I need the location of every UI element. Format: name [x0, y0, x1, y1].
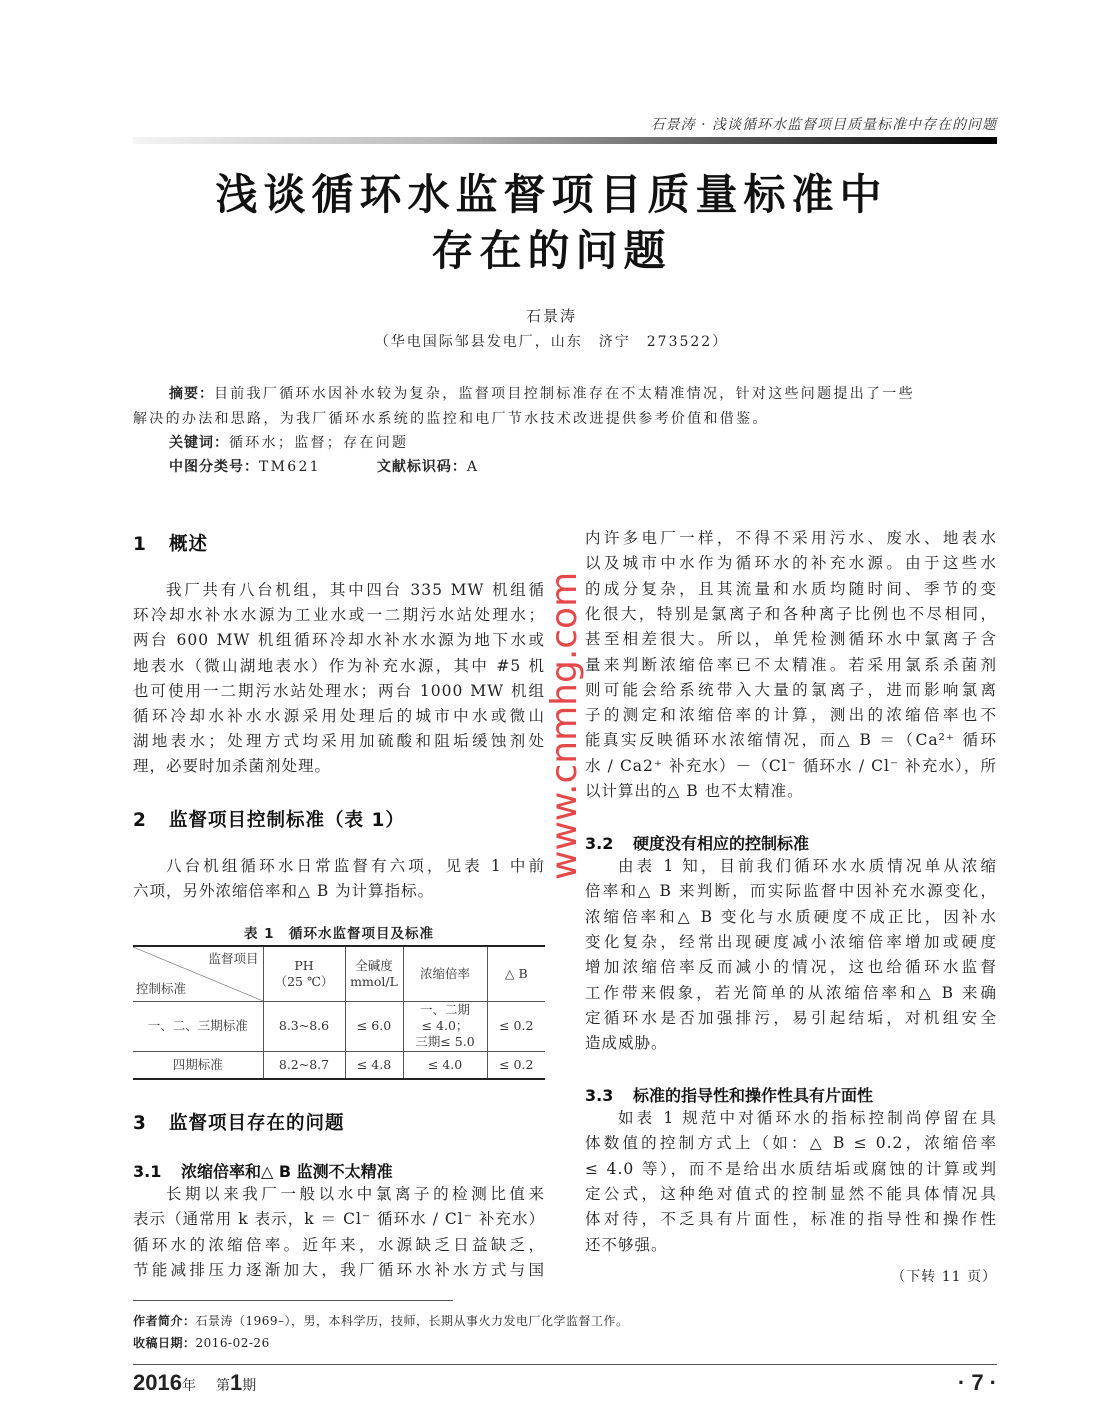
abstract-line-2: 解决的办法和思路，为我厂循环水系统的监控和电厂节水技术改进提供参考价值和借鉴。: [133, 411, 769, 427]
text-line: 化很大，特别是氯离子和各种离子比例也不尽相同，: [585, 604, 997, 623]
header-ph: PH （25 ℃）: [263, 946, 345, 1001]
doc-code-value: A: [466, 459, 480, 475]
section-3-heading: 3 监督项目存在的问题: [133, 1113, 345, 1134]
header-bar: [133, 137, 997, 144]
page-number: · 7 ·: [957, 1370, 997, 1395]
text-line: 工作带来假象，若光简单的从浓缩倍率和△ B 来确: [585, 983, 997, 1002]
section-1-heading: 1 概述: [133, 534, 209, 555]
affiliation: （华电国际邹县发电厂，山东 济宁 273522）: [374, 334, 729, 350]
keywords-text: 循环水；监督；存在问题: [229, 435, 409, 451]
running-header: 石景涛 · 浅谈循环水监督项目质量标准中存在的问题: [650, 117, 997, 133]
classification: [133, 456, 997, 478]
text-line: ≤ 4.0 等），而不是给出水质结垢或腐蚀的计算或判: [585, 1159, 997, 1178]
section-2-heading: 2 监督项目控制标准（表 1）: [133, 810, 405, 831]
text-line: 理，必要时加杀菌剂处理。: [133, 757, 332, 776]
keywords-label: 关键词：: [169, 435, 229, 451]
text-line: 如表 1 规范中对循环水的指标控制尚停留在具: [618, 1109, 997, 1127]
text-line: 体数值的控制方式上（如：△ B ≤ 0.2，浓缩倍率: [585, 1134, 997, 1153]
text-line: 子的测定和浓缩倍率的计算，测出的浓缩倍率也不: [585, 706, 997, 725]
table-row: [133, 1001, 545, 1051]
table-corner-cell: 监督项目 控制标准: [133, 946, 263, 1001]
text-line: 变化复杂，经常出现硬度减小浓缩倍率增加或硬度: [585, 932, 997, 951]
text-line: 水 / Ca2⁺ 补充水）－（Cl⁻ 循环水 / Cl⁻ 补充水），所: [585, 756, 997, 775]
table-caption: 表 1 循环水监督项目及标准: [243, 926, 435, 942]
text-line: 两台 600 MW 机组循环冷却水补水水源为地下水或: [133, 631, 545, 650]
text-line: 八台机组循环水日常监督有六项，见表 1 中前: [166, 857, 545, 875]
cell-ph: 8.2~8.7: [263, 1051, 345, 1079]
keywords: [133, 432, 997, 454]
text-line: 内许多电厂一样，不得不采用污水、废水、地表水: [585, 529, 997, 547]
table-header-row: [133, 946, 545, 1001]
text-line: 体对待，不乏具有片面性，标准的指导性和操作性: [585, 1210, 997, 1229]
text-line: 以及城市中水作为循环水的补充水源。由于这些水: [585, 554, 997, 573]
abstract-text: 目前我厂循环水因补水较为复杂，监督项目控制标准存在不太精准情况，针对这些问题提出了一些: [214, 386, 915, 402]
text-line: 由表 1 知，目前我们循环水水质情况单从浓缩: [618, 857, 997, 875]
text-line: 能真实反映循环水浓缩情况，而△ B ＝（Ca²⁺ 循环: [585, 731, 997, 750]
author-bio: 作者简介：石景涛（1969–），男，本科学历，技师，长期从事火力发电厂化学监督工作。: [133, 1314, 629, 1328]
text-line: 浓缩倍率和△ B 变化与水质硬度不成正比，因补水: [585, 907, 997, 926]
abstract-line-1: [133, 383, 997, 405]
text-line: 造成威胁。: [585, 1034, 668, 1053]
cell-delta-b: ≤ 0.2: [487, 1001, 545, 1051]
text-line: 以计算出的△ B 也不太精准。: [585, 782, 804, 800]
text-line: 我厂共有八台机组，其中四台 335 MW 机组循: [166, 581, 545, 599]
header-concentration: 浓缩倍率: [403, 946, 487, 1001]
clc-label: 中图分类号：: [169, 459, 259, 475]
footer-divider: [133, 1364, 997, 1365]
cell-alkalinity: ≤ 6.0: [345, 1001, 403, 1051]
article-title-line-2: 存在的问题: [431, 226, 672, 275]
cell-ph: 8.3~8.6: [263, 1001, 345, 1051]
text-line: 增加浓缩倍率反而减小的情况，这也给循环水监督: [585, 958, 997, 977]
text-line: 也可使用一二期污水站处理水；两台 1000 MW 机组: [133, 681, 545, 700]
footnote-divider: [133, 1300, 453, 1301]
cell-alkalinity: ≤ 4.8: [345, 1051, 403, 1079]
text-line: 表示（通常用 k 表示，k ＝ Cl⁻ 循环水 / Cl⁻ 补充水）: [133, 1210, 545, 1229]
text-line: 六项，另外浓缩倍率和△ B 为计算指标。: [133, 882, 435, 901]
clc-value: TM621: [259, 459, 321, 475]
text-line: 定公式，这种绝对值式的控制显然不能具体情况具: [585, 1184, 997, 1203]
cell-concentration: 一、二期 ≤ 4.0； 三期≤ 5.0: [403, 1001, 487, 1051]
section-3-3-heading: 3.3 标准的指导性和操作性具有片面性: [585, 1086, 874, 1105]
abstract-label: 摘要：: [169, 386, 214, 402]
cell-concentration: ≤ 4.0: [403, 1051, 487, 1079]
text-line: 倍率和△ B 来判断，而实际监督中因补充水源变化，: [585, 882, 997, 901]
row-label: 四期标准: [133, 1051, 263, 1079]
text-line: 循环冷却水补水水源采用处理后的城市中水或微山: [133, 707, 545, 725]
text-line: 量来判断浓缩倍率已不太精准。若采用氯系杀菌剂: [585, 655, 997, 674]
received-date: 收稿日期：2016-02-26: [133, 1336, 270, 1350]
text-line: 还不够强。: [585, 1235, 668, 1254]
section-3-2-heading: 3.2 硬度没有相应的控制标准: [585, 834, 810, 853]
text-line: 地表水（微山湖地表水）作为补充水源，其中 #5 机: [133, 656, 545, 675]
text-line: 湖地表水；处理方式均采用加硫酸和阻垢缓蚀剂处: [133, 732, 545, 751]
header-delta-b: △ B: [487, 946, 545, 1001]
row-label: 一、二、三期标准: [133, 1001, 263, 1051]
standards-table: [133, 945, 545, 1080]
section-3-1-heading: 3.1 浓缩倍率和△ B 监测不太精准: [133, 1162, 393, 1181]
issue-info: 2016年 第1期: [133, 1370, 257, 1395]
text-line: 则可能会给系统带入大量的氯离子，进而影响氯离: [585, 680, 997, 699]
article-title-line-1: 浅谈循环水监督项目质量标准中: [215, 170, 888, 219]
doc-code-label: 文献标识码：: [376, 459, 467, 475]
continued-note: （下转 11 页）: [891, 1269, 997, 1285]
text-line: 循环水的浓缩倍率。近年来，水源缺乏日益缺乏，: [133, 1235, 545, 1254]
text-line: 节能减排压力逐渐加大，我厂循环水补水方式与国: [133, 1260, 545, 1279]
author: 石景涛: [525, 307, 577, 325]
text-line: 长期以来我厂一般以水中氯离子的检测比值来: [166, 1185, 545, 1203]
cell-delta-b: ≤ 0.2: [487, 1051, 545, 1079]
text-line: 的成分复杂，且其流量和水质均随时间、季节的变: [585, 579, 997, 598]
table-row: [133, 1051, 545, 1079]
text-line: 环冷却水补水水源为工业水或一二期污水站处理水；: [133, 606, 545, 625]
header-alkalinity: 全碱度 mmol/L: [345, 946, 403, 1001]
watermark: www.cnmhg.com: [544, 571, 585, 880]
text-line: 定循环水是否加强排污，易引起结垢，对机组安全: [585, 1008, 997, 1027]
text-line: 甚至相差很大。所以，单凭检测循环水中氯离子含: [585, 630, 997, 649]
